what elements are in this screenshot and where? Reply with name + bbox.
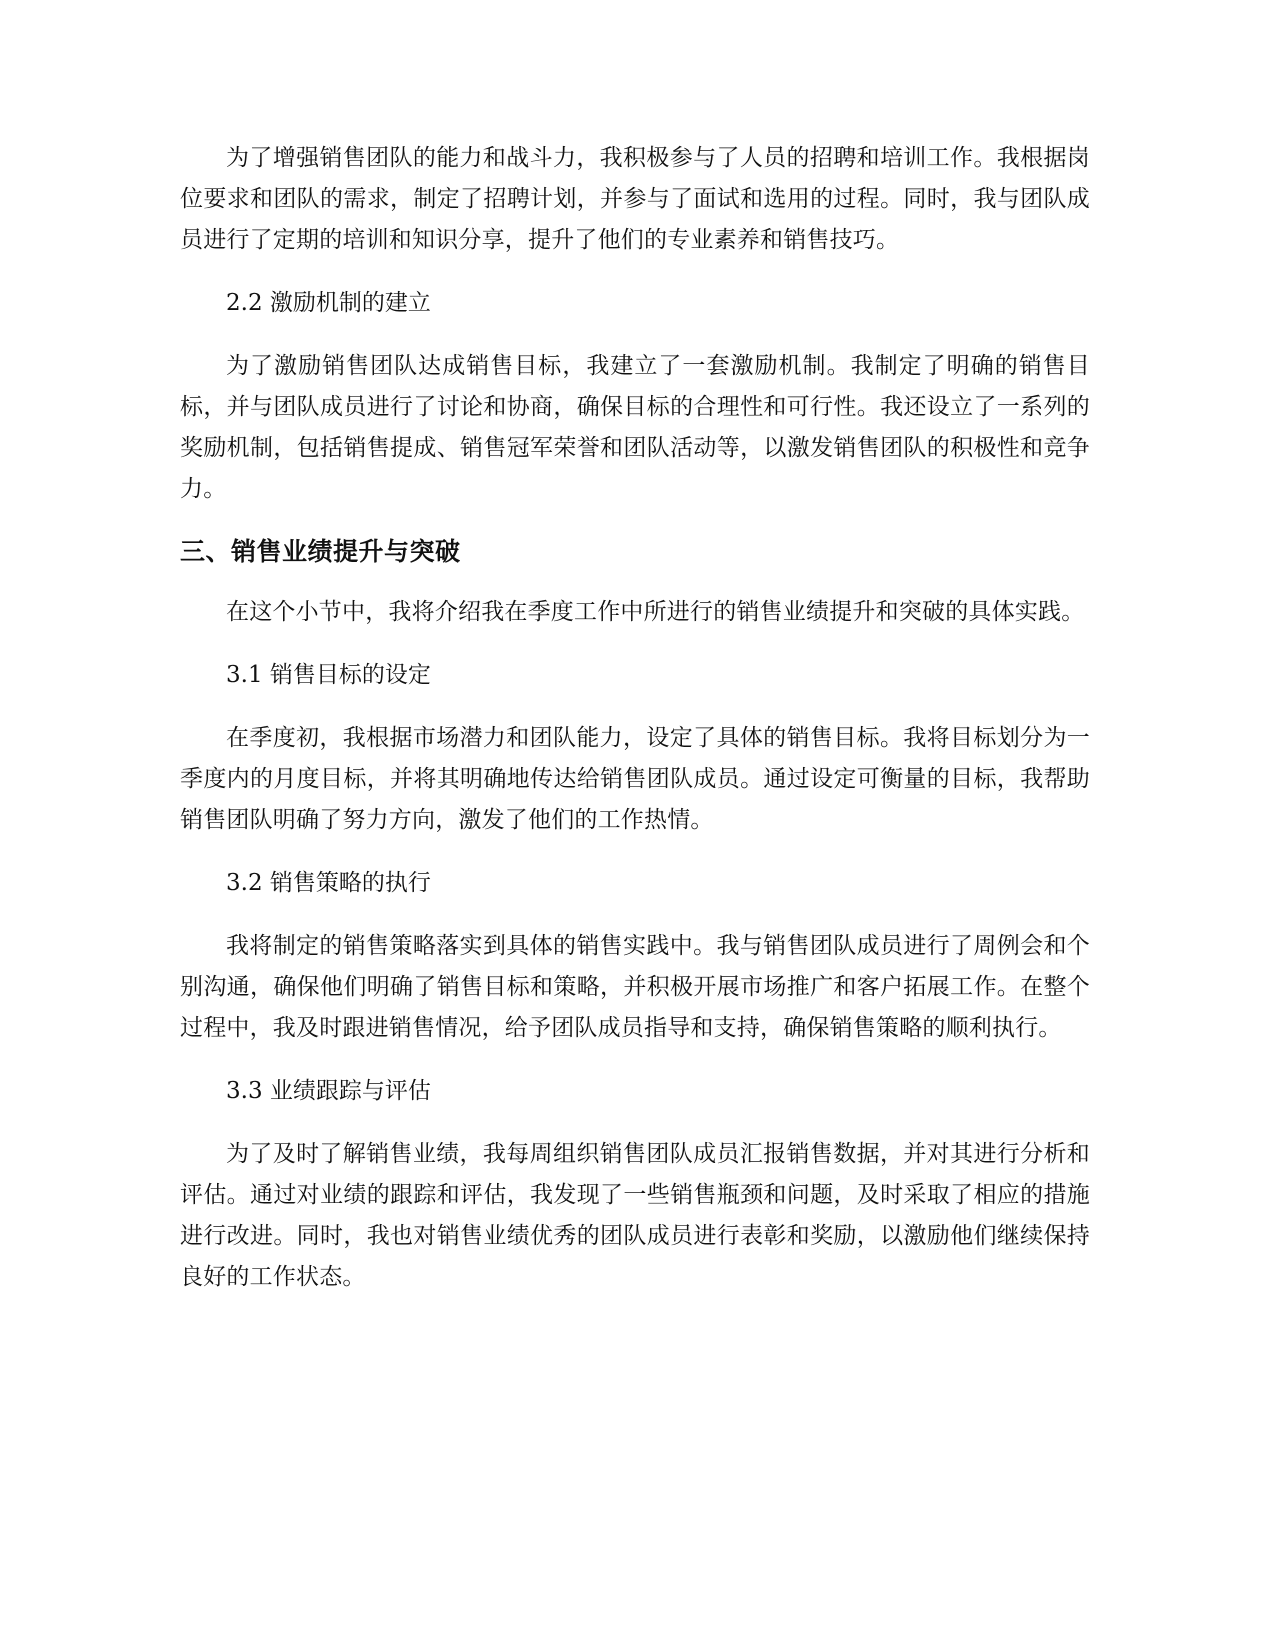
subheading-3-1: 3.1 销售目标的设定 bbox=[226, 662, 431, 688]
section-title-3: 三、销售业绩提升与突破 bbox=[180, 537, 461, 566]
document-page bbox=[180, 138, 1090, 1320]
paragraph-sales-strategy: 我将制定的销售策略落实到具体的销售实践中。我与销售团队成员进行了周例会和个别沟通，确保他们明确了销售目标和策略，并积极开展市场推广和客户拓展工作。在整个过程中，我及时跟进销售情况，给予团队成员指导和支持，确保销售策略的顺利执行。 bbox=[180, 933, 1090, 1041]
subheading-3-3: 3.3 业绩跟踪与评估 bbox=[226, 1078, 431, 1104]
subheading-2-2: 2.2 激励机制的建立 bbox=[226, 290, 431, 316]
paragraph-incentive-mechanism: 为了激励销售团队达成销售目标，我建立了一套激励机制。我制定了明确的销售目标，并与团队成员进行了讨论和协商，确保目标的合理性和可行性。我还设立了一系列的奖励机制，包括销售提成、销售冠军荣誉和团队活动等，以激发销售团队的积极性和竞争力。 bbox=[180, 353, 1090, 502]
paragraph-sales-target: 在季度初，我根据市场潜力和团队能力，设定了具体的销售目标。我将目标划分为一季度内的月度目标，并将其明确地传达给销售团队成员。通过设定可衡量的目标，我帮助销售团队明确了努力方向，激发了他们的工作热情。 bbox=[180, 725, 1090, 833]
paragraph-section3-intro: 在这个小节中，我将介绍我在季度工作中所进行的销售业绩提升和突破的具体实践。 bbox=[226, 599, 1085, 625]
paragraph-performance-tracking: 为了及时了解销售业绩，我每周组织销售团队成员汇报销售数据，并对其进行分析和评估。通过对业绩的跟踪和评估，我发现了一些销售瓶颈和问题，及时采取了相应的措施进行改进。同时，我也对销售业绩优秀的团队成员进行表彰和奖励，以激励他们继续保持良好的工作状态。 bbox=[180, 1141, 1090, 1290]
paragraph-recruitment-training: 为了增强销售团队的能力和战斗力，我积极参与了人员的招聘和培训工作。我根据岗位要求和团队的需求，制定了招聘计划，并参与了面试和选用的过程。同时，我与团队成员进行了定期的培训和知识分享，提升了他们的专业素养和销售技巧。 bbox=[180, 145, 1090, 253]
subheading-3-2: 3.2 销售策略的执行 bbox=[226, 870, 431, 896]
